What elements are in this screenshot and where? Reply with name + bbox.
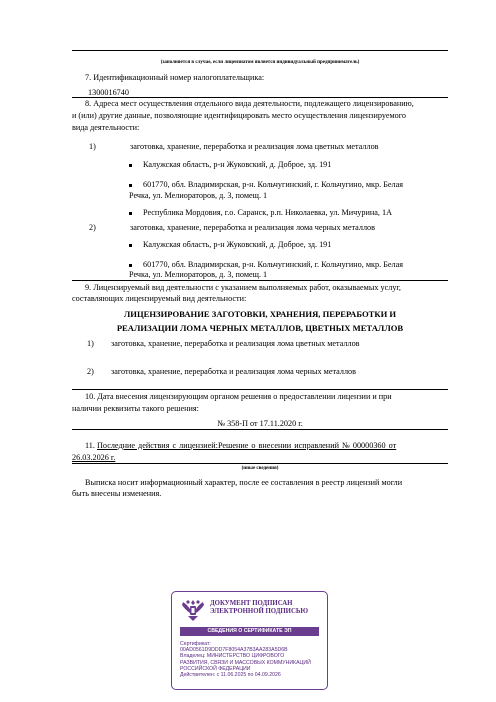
- top-rule: [72, 50, 448, 51]
- other-info-note: (иные сведения): [241, 466, 279, 471]
- address-line: Калужская область, р-н Жуковский, д. Доброе, зд. 191: [143, 160, 332, 169]
- bullet-icon: [129, 212, 132, 215]
- last-actions-prefix: 11.: [85, 441, 97, 450]
- owner-line-1: Владелец: МИНИСТЕРСТВО ЦИФРОВОГО: [180, 653, 285, 660]
- stamp-title-line-1: ДОКУМЕНТ ПОДПИСАН: [210, 600, 293, 607]
- inn-rule: [72, 97, 448, 98]
- section9-label-2: составляющих лицензируемый вид деятельности:: [72, 294, 247, 303]
- activity-heading-2: РЕАЛИЗАЦИИ ЛОМА ЧЕРНЫХ МЕТАЛЛОВ, ЦВЕТНЫХ МЕТАЛЛОВ: [116, 323, 404, 333]
- certificate-info: [180, 641, 323, 678]
- section8-rule: [72, 280, 448, 281]
- bullet-icon: [129, 244, 132, 247]
- footer-note-1: Выписка носит информационный характер, после ее составления в реестр лицензий могли: [85, 478, 403, 487]
- cert-label: Сертификат:: [180, 641, 211, 647]
- validity: Действителен: с 11.06.2025 по 04.09.2026: [180, 672, 281, 679]
- last-actions-line-1: [85, 441, 448, 451]
- bullet-icon: [129, 264, 132, 267]
- address-line: Республика Мордовия, г.о. Саранск, р.п. Николаевка, ул. Мичурина, 1А: [143, 208, 392, 217]
- work-text: заготовка, хранение, переработка и реализация лома черных металлов: [111, 367, 356, 376]
- section9-label-1: 9. Лицензируемый вид деятельности с указанием выполняемых работ, оказываемых услуг,: [85, 283, 401, 292]
- stamp-title: [210, 600, 322, 616]
- inn-value: 1300016740: [88, 88, 129, 97]
- bullet-icon: [129, 164, 132, 167]
- activity-title: заготовка, хранение, переработка и реализация лома цветных металлов: [130, 142, 379, 151]
- section10-label-1: 10. Дата внесения лицензирующим органом решения о предоставлении лицензии и при: [85, 392, 392, 401]
- inn-label: 7. Идентификационный номер налогоплательщика:: [85, 73, 265, 82]
- cert-value: 00AD0561D9DDD7F8054A37B3AA283A5D6B: [180, 647, 288, 654]
- work-num: 1): [87, 339, 94, 348]
- coat-of-arms-icon: [179, 597, 207, 623]
- stamp-title-line-2: ЭЛЕКТРОННОЙ ПОДПИСЬЮ: [210, 608, 309, 615]
- last-actions-text: Последние действия с лицензией:Решение о внесении исправлений № 00000360 от: [96, 441, 397, 450]
- owner-line-2: РАЗВИТИЯ, СВЯЗИ И МАССОВЫХ КОММУНИКАЦИЙ: [180, 659, 311, 666]
- address-line: Речка, ул. Мелиораторов, д. 3, помещ. 1: [129, 270, 268, 279]
- bullet-icon: [129, 184, 132, 187]
- last-actions-line-2: 26.03.2026 г.: [72, 453, 116, 462]
- owner-line-3: РОССИЙСКОЙ ФЕДЕРАЦИИ: [180, 665, 251, 672]
- work-num: 2): [87, 367, 94, 376]
- applicant-note: (заполняется в случае, если лицензиатом является индивидуальный предприниматель): [160, 60, 360, 65]
- activity-title: заготовка, хранение, переработка и реализация лома черных металлов: [130, 223, 375, 232]
- section10-rule: [72, 429, 448, 430]
- address-line: Калужская область, р-н Жуковский, д. Доброе, зд. 191: [143, 240, 332, 249]
- stamp-band: СВЕДЕНИЯ О СЕРТИФИКАТЕ ЭП: [180, 627, 319, 636]
- footer-note-2: быть внесены изменения.: [72, 489, 162, 498]
- section8-label-3: вида деятельности:: [72, 123, 140, 132]
- section11-rule: [72, 463, 448, 464]
- decision-value: № 358-П от 17.11.2020 г.: [217, 419, 303, 428]
- section8-label-1: 8. Адреса мест осуществления отдельного вида деятельности, подлежащего лицензированию,: [85, 99, 414, 108]
- section8-label-2: и (или) другие данные, позволяющие идентифицировать место осуществления лицензируемого: [72, 111, 406, 120]
- section10-label-2: наличии реквизиты такого решения:: [72, 404, 199, 413]
- address-line: Речка, ул. Мелиораторов, д. 3, помещ. 1: [129, 191, 268, 200]
- address-line: 601770, обл. Владимирская, р-н. Кольчугинский, г. Кольчугино, мкр. Белая: [143, 180, 404, 189]
- activity-num: 2): [89, 223, 96, 232]
- activity-heading-1: ЛИЦЕНЗИРОВАНИЕ ЗАГОТОВКИ, ХРАНЕНИЯ, ПЕРЕРАБОТКИ И: [123, 309, 397, 319]
- address-line: 601770, обл. Владимирская, р-н. Кольчугинский, г. Кольчугино, мкр. Белая: [143, 260, 404, 269]
- activity-num: 1): [89, 142, 96, 151]
- signature-stamp: [171, 591, 328, 690]
- work-text: заготовка, хранение, переработка и реализация лома цветных металлов: [111, 339, 360, 348]
- section9-rule: [72, 389, 448, 390]
